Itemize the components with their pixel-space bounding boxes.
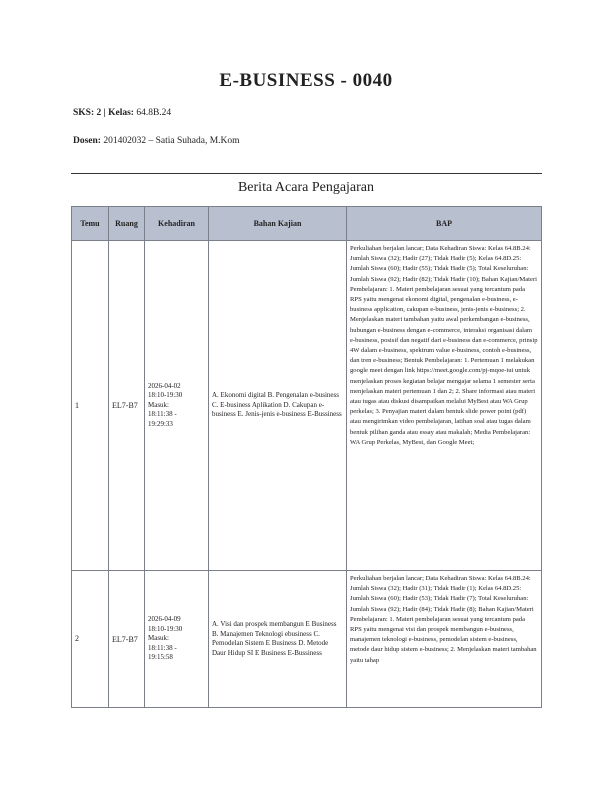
separator: | [103, 108, 106, 118]
kehadiran-out: 19:29:33 [148, 419, 173, 428]
dosen-value: 201402032 – Satia Suhada, M.Kom [103, 136, 240, 146]
cell-bap: Perkuliahan berjalan lancar; Data Kehadiran Siswa: Kelas 64.8B.24: Jumlah Siswa (32); Hadir (31); Tidak Hadir (1); Kelas 64.8D.25: Jumlah Siswa (60); Hadir (53); Tidak Hadir (7); Total Keseluruhan: Jumlah Siswa (92); Hadir (84); Tidak Hadir (8); Bahan Kajian/Materi Pembelajaran: 1. Materi pembelajaran sesuai yang tercantum pada RPS yaitu mengenai visi dan prospek membangun e-business, manajemen teknologi e-business, pemodelan sistem e-business, metode daur hidup sistem e-business; 2. Menjelaskan materi tambahan yaitu tahap [347, 571, 542, 708]
table-header-row [72, 207, 542, 241]
cell-temu: 2 [72, 571, 109, 708]
kehadiran-date: 2026-04-09 [148, 615, 181, 624]
sks-kelas-line [73, 108, 171, 118]
document-title: E-BUSINESS - 0040 [219, 70, 393, 91]
cell-kehadiran [145, 571, 209, 708]
header-kehadiran: Kehadiran [145, 207, 209, 241]
cell-kehadiran [145, 241, 209, 571]
bap-table [71, 206, 542, 708]
table-row [72, 571, 542, 708]
header-bap: BAP [347, 207, 542, 241]
header-bahan-kajian: Bahan Kajian [209, 207, 347, 241]
table-row [72, 241, 542, 571]
sks-label: SKS: [73, 108, 95, 118]
kehadiran-schedule: 18:10-19:30 [148, 391, 183, 400]
kehadiran-out: 19:15:58 [148, 653, 173, 662]
cell-bahan-kajian: A. Visi dan prospek membangun E Business B. Manajemen Teknologi ebusiness C. Pemodelan Sistem E Business D. Metode Daur Hidup SI E Business E-Bussiness [209, 571, 347, 708]
cell-temu: 1 [72, 241, 109, 571]
divider [71, 173, 542, 174]
section-title: Berita Acara Pengajaran [237, 180, 375, 195]
kehadiran-in: 18:11:38 - [148, 643, 177, 652]
kehadiran-label: Masuk: [148, 400, 169, 409]
kehadiran-label: Masuk: [148, 634, 169, 643]
kehadiran-in: 18:11:38 - [148, 410, 177, 419]
kelas-value: 64.8B.24 [136, 108, 172, 118]
dosen-label: Dosen: [73, 136, 101, 146]
kehadiran-date: 2026-04-02 [148, 381, 181, 390]
sks-value: 2 [96, 108, 102, 118]
dosen-line [73, 136, 240, 146]
cell-bap: Perkuliahan berjalan lancar; Data Kehadiran Siswa: Kelas 64.8B.24: Jumlah Siswa (32); Hadir (27); Tidak Hadir (5); Kelas 64.8D.25: Jumlah Siswa (60); Hadir (55); Tidak Hadir (5); Total Keseluruhan: Jumlah Siswa (92); Hadir (82); Tidak Hadir (10); Bahan Kajian/Materi Pembelajaran: 1. Materi pembelajaran sesuai yang tercantum pada RPS yaitu mengenai ekonomi digital, pengenalan e-business, e-business application, cakupan e-business, jenis-jenis e-business; 2. Menjelaskan materi tambahan yaitu awal perkembangan e-business, hubungan e-business dengan e-commerce, interaksi organisasi dalam e-business, posisif dan negatif dari e-business dan e-commerce, prinsip 4W dalam e-business, spektrum value e-business, contoh e-business, dan tren e-business; Bentuk Pembelajaran: 1. Pertemuan 1 melakukan google meet dengan link https://meet.google.com/pj-mqoe-iut untuk menjelaskan proses kegiatan belajar mengajar selama 1 semester serta menjelaskan materi pertemuan 1 dan 2; 2. Share informasi atau materi atau tugas atau diskusi disampaikan melalui MyBest atau WA Grup perkelas; 3. Penyajian materi dalam bentuk slide power point (pdf) atau mengirimkan video pembelajaran, latihan soal atau tugas dalam bentuk pilihan ganda atau essay atau makalah; Media Pembelajaran: WA Grup Perkelas, MyBest, dan Google Meet; [347, 241, 542, 571]
kehadiran-schedule: 18:10-19:30 [148, 624, 183, 633]
header-ruang: Ruang [109, 207, 145, 241]
cell-ruang: EL7-B7 [109, 571, 145, 708]
cell-bahan-kajian: A. Ekonomi digital B. Pengenalan e-business C. E-business Aplikation D. Cakupan e-business E. Jenis-jenis e-business E-Bussiness [209, 241, 347, 571]
header-temu: Temu [72, 207, 109, 241]
cell-ruang: EL7-B7 [109, 241, 145, 571]
kelas-label: Kelas: [108, 108, 134, 118]
